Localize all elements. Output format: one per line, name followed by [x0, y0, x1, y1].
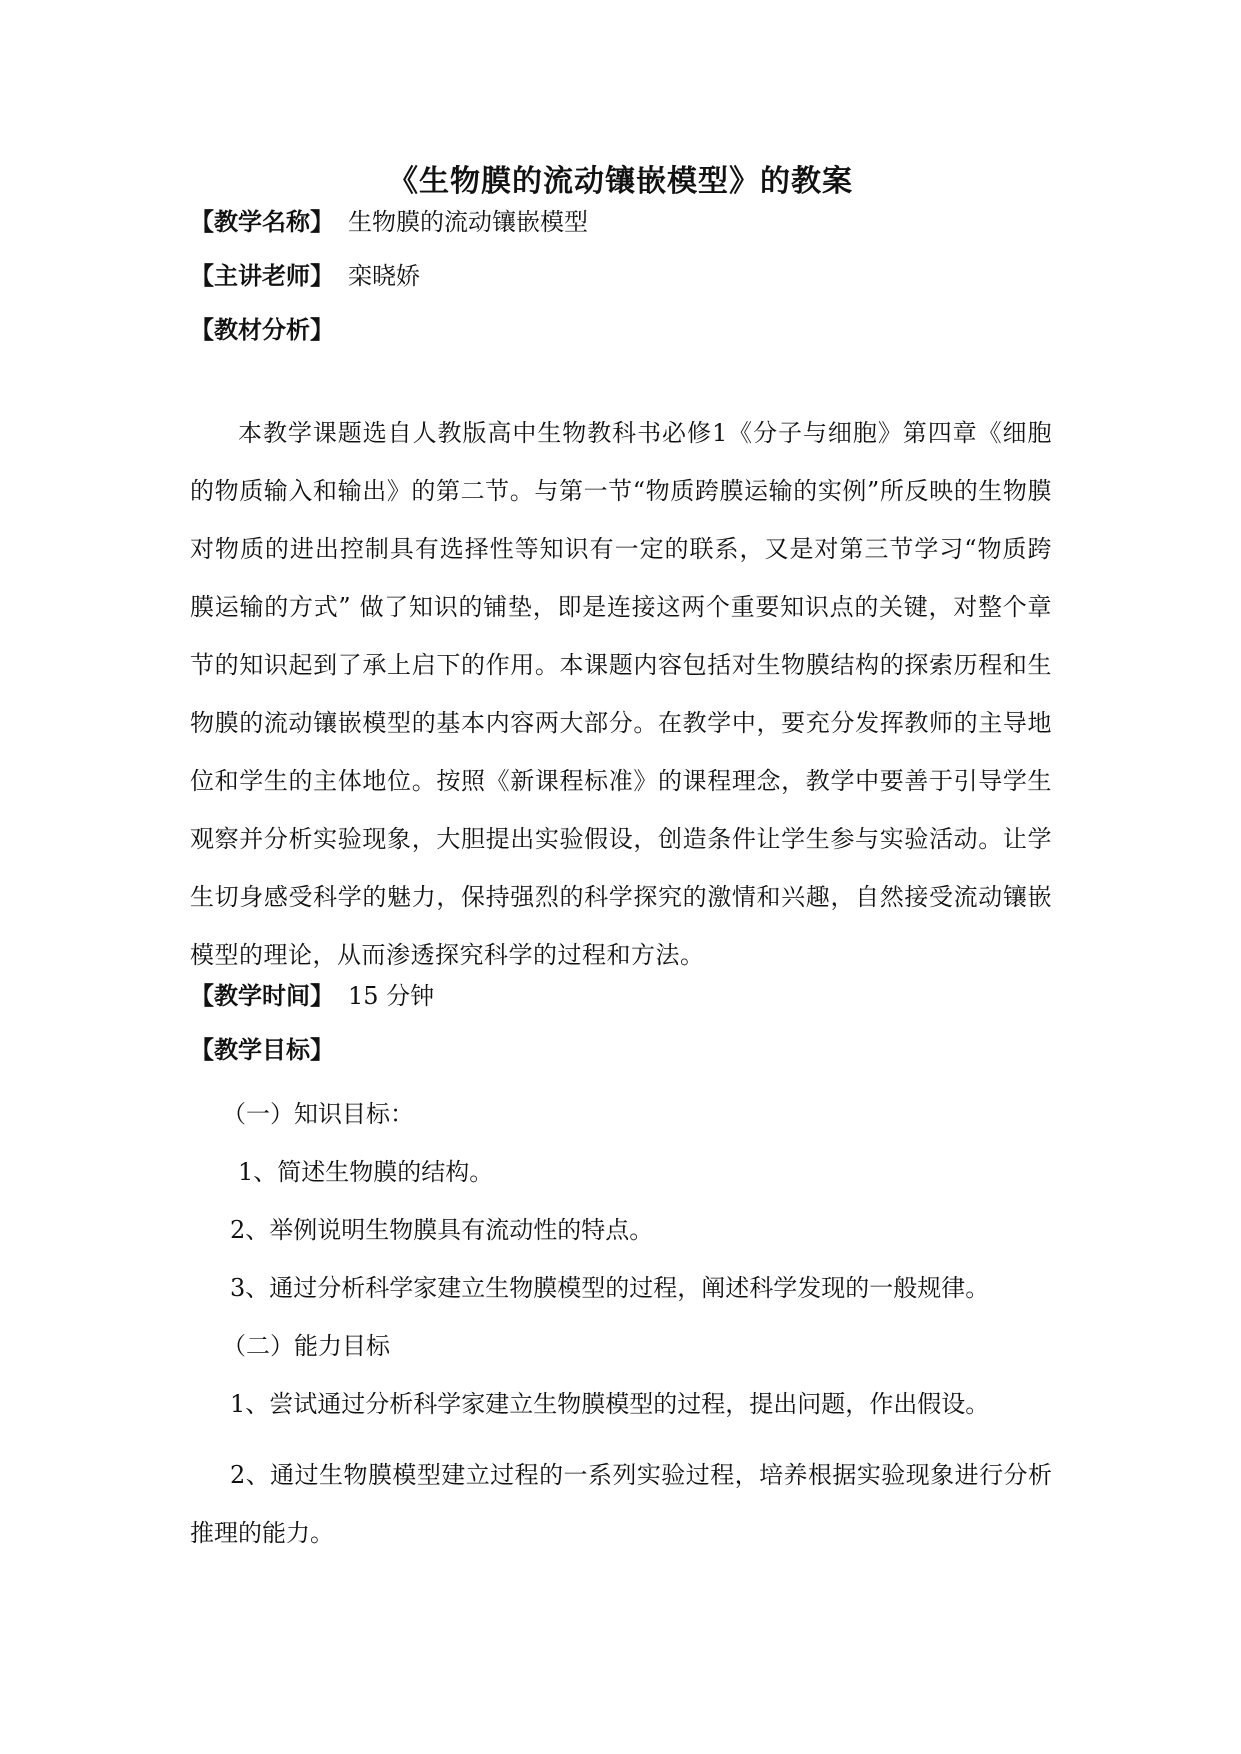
knowledge-goal-item: 3、通过分析科学家建立生物膜模型的过程，阐述科学发现的一般规律。	[230, 1274, 990, 1302]
ability-goals-heading: （二）能力目标	[222, 1332, 390, 1360]
knowledge-goals-heading: （一）知识目标：	[222, 1100, 414, 1128]
ability-goal-item: 1、尝试通过分析科学家建立生物膜模型的过程，提出问题，作出假设。	[230, 1390, 990, 1418]
material-analysis-paragraph: 本教学课题选自人教版高中生物教科书必修1《分子与细胞》第四章《细胞的物质输入和输出》的第二节。与第一节“物质跨膜运输的实例”所反映的生物膜对物质的进出控制具有选择性等知识有一定的联系，又是对第三节学习“物质跨膜运输的方式” 做了知识的铺垫，即是连接这两个重要知识点的关键，对整个章节的知识起到了承上启下的作用。本课题内容包括对生物膜结构的探索历程和生物膜的流动镶嵌模型的基本内容两大部分。在教学中，要充分发挥教师的主导地位和学生的主体地位。按照《新课程标准》的课程理念，教学中要善于引导学生观察并分析实验现象，大胆提出实验假设，创造条件让学生参与实验活动。让学生切身感受科学的魅力，保持强烈的科学探究的激情和兴趣，自然接受流动镶嵌模型的理论，从而渗透探究科学的过程和方法。	[190, 419, 1052, 969]
section-teaching-name	[190, 206, 588, 238]
ability-goal-item: 2、通过生物膜模型建立过程的一系列实验过程，培养根据实验现象进行分析推理的能力。	[190, 1461, 1052, 1547]
knowledge-goal-item: 2、举例说明生物膜具有流动性的特点。	[230, 1216, 654, 1244]
section-label: 【主讲老师】	[190, 261, 334, 290]
section-value: 栾晓娇	[348, 262, 420, 290]
section-teacher	[190, 260, 420, 292]
section-material-analysis	[190, 314, 334, 346]
section-value: 生物膜的流动镶嵌模型	[348, 208, 588, 236]
section-value: 15 分钟	[348, 982, 435, 1010]
section-teaching-time	[190, 980, 434, 1012]
section-label: 【教学目标】	[190, 1035, 334, 1064]
section-teaching-goals	[190, 1034, 334, 1066]
section-label: 【教学名称】	[190, 207, 334, 236]
section-label: 【教材分析】	[190, 315, 334, 344]
knowledge-goal-item: 1、简述生物膜的结构。	[238, 1158, 494, 1186]
section-label: 【教学时间】	[190, 981, 334, 1010]
document-title: 《生物膜的流动镶嵌模型》的教案	[388, 164, 853, 199]
